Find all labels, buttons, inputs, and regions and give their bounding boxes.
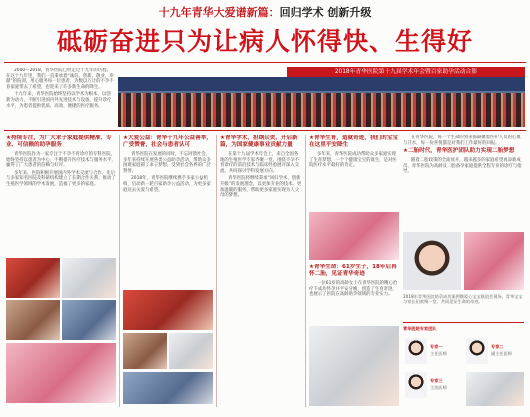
group-photo-banner: 2018年青华医院第十九届学术年会暨百家助孕活动合影 — [287, 67, 525, 77]
group-photo — [118, 77, 525, 127]
photo-hospital — [466, 372, 524, 406]
column-5-paragraph-2: 随着二胎政策的全面放开，越来越多的家庭希望再添新成员，青华医院为高龄及二胎备孕家庭提供全程专业的诊疗与指导。 — [403, 158, 522, 175]
kicker — [30, 4, 500, 20]
expert-role-1: 主任医师 — [430, 351, 447, 356]
column-3 — [220, 135, 302, 407]
column-3-paragraph-1: 在第十九届学术年会上，来自全国各地的生殖医学专家齐聚一堂，围绕不孕不育诊疗的前沿技术与临床经验展开深入交流，共同探讨学科发展方向。 — [220, 152, 300, 174]
section-rule — [4, 130, 526, 131]
photo-twin-babies — [309, 212, 399, 260]
column-2 — [123, 135, 213, 285]
column-divider-2 — [216, 135, 217, 407]
expert-role-2: 副主任医师 — [491, 351, 512, 356]
photo-charity-event — [123, 290, 213, 330]
expert-avatar-2 — [466, 338, 488, 364]
column-4-paragraph-2: 一位61岁的高龄女士在青华医院的精心治疗下成功怀孕并平安分娩，创造了生育奇迹，也展示了医院在高龄助孕领域的专业实力。 — [309, 281, 398, 298]
photo-certificate — [169, 333, 213, 369]
photo-baby — [464, 232, 524, 290]
header-rule — [4, 62, 526, 63]
expert-avatar-1 — [405, 338, 427, 364]
photo-meeting — [62, 300, 116, 340]
column-divider-1 — [119, 135, 120, 407]
column-4 — [309, 135, 399, 215]
expert-name-3: 专家三 — [430, 378, 443, 383]
photo-mother-baby — [403, 232, 461, 290]
column-4-lower — [309, 264, 399, 324]
intro-paragraph-2: 十九年来，青华医院始终坚持以学术为根本，以创新为动力，不断引进国内外先进技术与设备，提升诊疗水平，为患者提供优质、高效、便捷的医疗服务。 — [6, 92, 112, 109]
column-3-subhead: ★青华学术，担纲众责，开启新篇，为国家健康事业贡献力量 — [220, 135, 298, 148]
column-divider-3 — [305, 135, 306, 407]
photo-ceremony — [6, 258, 60, 298]
column-2-paragraph-2: 2018年，青华医院继续携手多家公益机构，启动新一轮百家助孕公益活动，为更多家庭送去关爱与希望。 — [123, 176, 211, 193]
experts-rule — [403, 322, 524, 323]
column-2-subhead: ★大爱公益：青华十九年公益善举，广受赞誉，社会与患者认可 — [123, 135, 212, 148]
intro-text — [6, 68, 114, 126]
column-5-paragraph-1: 在青华医院，每一个生命的到来都凝聚着医护人员的心血与汗水，每一份喜悦都是对我们工作最好的回报。 — [403, 135, 521, 146]
photo-babies-group — [6, 343, 116, 403]
photo-doctors-group — [309, 326, 399, 406]
photo-ward — [62, 258, 116, 298]
column-3-paragraph-2: 青华医院将继续秉承“回归学术、创新升级”的发展理念，以更加专业的技术、更加温暖的服务，帮助更多家庭实现为人父母的梦想。 — [220, 176, 302, 199]
column-5-subhead: ★二胎时代，青华医护团队助力实现二胎梦想 — [403, 148, 515, 155]
column-4-paragraph-1: 多年来，青华医院成功帮助众多家庭实现了生育梦想，一个个健康宝宝的诞生，是对医院医疗水平最好的肯定。 — [309, 152, 397, 169]
column-1-paragraph-1: 青华医院作为一家专注于不孕不育诊疗的专科医院，始终坚持以患者为中心，不断提升医疗技术与服务水平，赢得了广大患者的信赖与好评。 — [6, 152, 116, 169]
headline: 砥砺奋进只为让病人怀得快、生得好 — [56, 27, 473, 56]
column-1-subhead: ★持续专注，为广大求子家庭提供精准、专业、可信赖的助孕服务 — [6, 135, 112, 148]
photo-volunteers — [123, 372, 213, 404]
kicker-red: 十九年青华大爱谱新篇： — [158, 6, 280, 19]
expert-role-3: 主治医师 — [430, 385, 447, 390]
stage-backdrop — [118, 77, 525, 91]
crowd — [118, 93, 525, 127]
photo-donation — [123, 333, 167, 369]
expert-name-1: 专家一 — [430, 344, 443, 349]
experts-title: 青华医院专家团队 — [403, 326, 437, 331]
column-1 — [6, 135, 116, 255]
column-4-subhead-2: ★青华生命：61岁生子，18年后再怀二胎，见证青华奇迹 — [309, 264, 397, 277]
intro-paragraph-1: 2000—2018，青华医院已经走过十九年的历程。在这十九年里，我们一直秉承着“诚信、创新、敬业、奉献”的院训，用心服务每一位患者，为数以万计的不孕不育家庭带去了希望，也迎来了许多新生命的降生。 — [6, 68, 114, 90]
expert-avatar-3 — [405, 372, 427, 398]
column-4-subhead: ★青华生育，造就奇迹，我们的宝宝在这里平安降生 — [309, 135, 398, 148]
kicker-blue: 回归学术 创新升级 — [279, 6, 372, 19]
column-2-paragraph-1: 青华医院在发展的同时，不忘回馈社会，多年来持续开展各类公益助孕活动，帮助众多困难家庭圆了求子梦想，受到社会各界的广泛赞誉。 — [123, 152, 211, 174]
column-1-paragraph-2: 多年来，医院积极开展国内外学术交流与合作，先后与多家知名医院及科研机构建立了长期合作关系，推动了生殖医学领域的学术发展，造福了更多的家庭。 — [6, 170, 116, 187]
photo-award — [6, 300, 60, 340]
photo-caption: 2018年青华医院助孕成功案例暨爱心宝宝联谊会现场。青华宝宝与家长们欢聚一堂，共同见证生命的奇迹。 — [403, 294, 523, 304]
expert-name-2: 专家二 — [491, 344, 504, 349]
